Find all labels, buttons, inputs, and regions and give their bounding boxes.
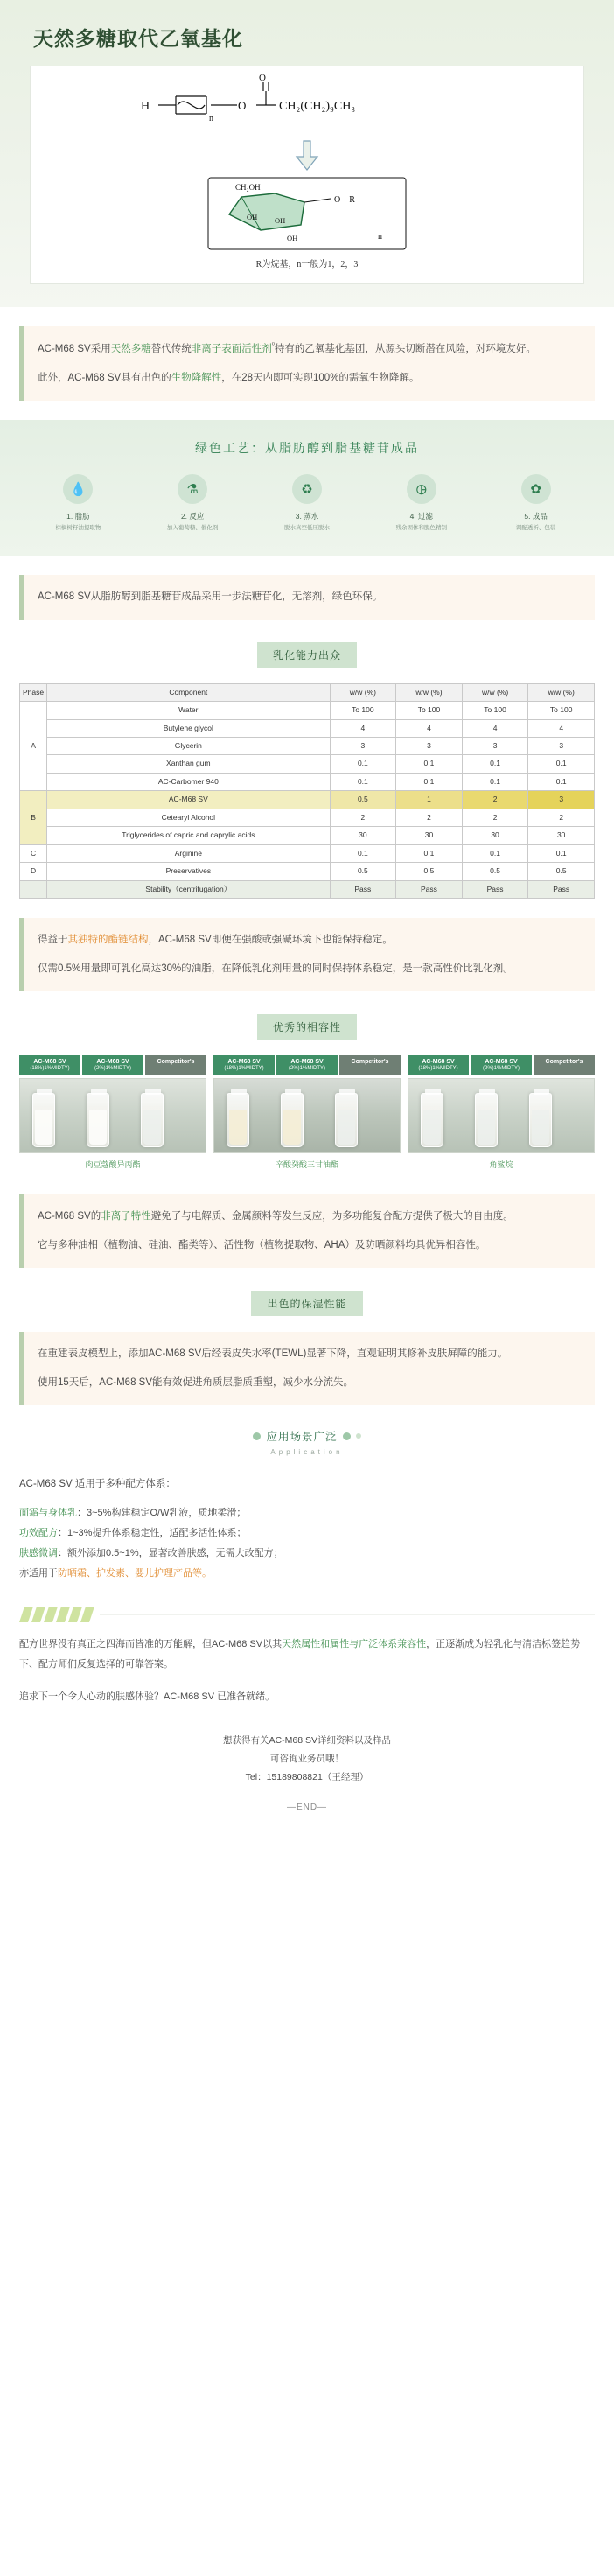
sample-photo	[408, 1078, 595, 1153]
footer-text	[0, 1624, 614, 1707]
application-heading	[0, 1428, 614, 1456]
sample-label: AC-M68 SV (2%)1%MIDTY)	[471, 1055, 532, 1075]
footer-paragraph-2: 追求下一个令人心动的肤感体验？AC-M68 SV 已准备就绪。	[19, 1691, 276, 1703]
application-subtitle: Application	[270, 1447, 344, 1456]
photo-caption: 辛酸癸酸三甘油酯	[275, 1160, 338, 1170]
droplet-icon: 💧	[63, 474, 93, 504]
contact-block	[0, 1719, 614, 1787]
process-step-desc: 加入葡萄糖、催化剂	[166, 524, 219, 531]
flask-icon: ⚗	[178, 474, 207, 504]
polysaccharide-structure	[39, 176, 575, 251]
ethoxylate-structure-svg	[123, 73, 491, 130]
process-step-desc: 调配透析、包装	[515, 524, 556, 531]
decorative-stripes	[0, 1584, 614, 1624]
process-step	[139, 474, 247, 533]
moisturizing-heading	[0, 1291, 614, 1316]
intro-p2-green: 生物降解性	[171, 372, 222, 383]
application-item: 肤感微调：额外添加0.5~1%，显著改善肤感，无需大改配方；	[19, 1547, 283, 1558]
table-row-highlight: B AC-M68 SV 0.5 1 2 3	[20, 791, 595, 808]
process-step	[482, 474, 590, 533]
th-phase: Phase	[20, 683, 47, 701]
application-item: 功效配方：1~3%提升体系稳定性，适配多活性体系；	[19, 1527, 247, 1538]
green-process-note-text: AC-M68 SV从脂肪醇到脂基糖苷成品采用一步法糖苷化，无溶剂，绿色环保。	[38, 591, 383, 602]
sample-label: AC-M68 SV (18%)1%MIDTY)	[19, 1055, 80, 1075]
sample-label: AC-M68 SV (18%)1%MIDTY)	[213, 1055, 275, 1075]
svg-text:n: n	[378, 232, 382, 242]
svg-text:OH: OH	[287, 234, 298, 242]
process-step-title: 3. 蒸水	[295, 511, 319, 521]
emulsion-note-1: 得益于其独特的酯链结构，AC-M68 SV即便在强酸或强碱环境下也能保持稳定。	[38, 934, 393, 946]
footer-paragraph-1: 配方世界没有真正之四海而皆准的万能解，但AC-M68 SV以其天然属性和属性与广泛体系兼容性，正逐渐成为轻乳化与清洁标签趋势下、配方师们反复选择的可靠答案。	[19, 1639, 581, 1670]
process-title: 绿色工艺：从脂肪醇到脂基糖苷成品	[195, 440, 419, 455]
emulsion-table-wrap	[0, 683, 614, 900]
application-item: 亦适用于防晒霜、护发素、婴儿护理产品等。	[19, 1568, 212, 1579]
th-ww-4: w/w (%)	[528, 683, 595, 701]
competitor-label: Competitor's	[339, 1055, 401, 1075]
hero-section	[0, 0, 614, 307]
green-process-section	[0, 420, 614, 556]
compatibility-note-1: AC-M68 SV的非离子特性避免了与电解质、金属颜料等发生反应，为多功能复合配方提供了极大的自由度。	[38, 1211, 513, 1222]
process-step	[24, 474, 132, 533]
competitor-label: Competitor's	[534, 1055, 595, 1075]
formula-figure	[30, 66, 584, 284]
formula-note: R为烷基，n一般为1，2，3	[255, 260, 359, 270]
process-step-desc: 脱水真空低压脱水	[283, 524, 330, 531]
process-step-title: 1. 脂肪	[66, 511, 90, 521]
moisturizing-note-2: 使用15天后，AC-M68 SV能有效促进角质层脂质重塑，减少水分流失。	[38, 1377, 354, 1389]
moisturizing-pill: 出色的保湿性能	[251, 1291, 362, 1316]
svg-text:O—R: O—R	[334, 195, 355, 205]
emulsion-note-2: 仅需0.5%用量即可乳化高达30%的油脂，在降低乳化剂用量的同时保持体系稳定，是一款高性价比乳化剂。	[38, 963, 513, 975]
process-steps	[17, 474, 597, 533]
table-row: A Water To 100 To 100 To 100 To 100	[20, 702, 595, 719]
svg-text:CH₂(CH₂)₉CH₃: CH₂(CH₂)₉CH₃	[279, 100, 356, 113]
svg-text:CH₂OH: CH₂OH	[235, 183, 261, 192]
svg-text:H: H	[141, 100, 150, 113]
photo-card	[408, 1055, 595, 1170]
intro-p2-a: 此外，AC-M68 SV具有出色的	[38, 372, 171, 383]
table-row: Butylene glycol 4 4 4 4	[20, 719, 595, 737]
emulsion-pill: 乳化能力出众	[257, 642, 357, 668]
product-icon: ✿	[521, 474, 551, 504]
compatibility-note-2: 它与多种油相（植物油、硅油、酯类等）、活性物（植物提取物、AHA）及防晒颜料均具优异相容性。	[38, 1240, 486, 1251]
table-row: Glycerin 3 3 3 3	[20, 737, 595, 754]
bullet-dot-icon	[343, 1432, 351, 1440]
process-step-title: 5. 成品	[524, 511, 548, 521]
sample-label: AC-M68 SV (2%)1%MIDTY)	[276, 1055, 338, 1075]
recycle-icon: ♻	[292, 474, 322, 504]
contact-line-1: 想获得有关AC-M68 SV详细资料以及样品	[223, 1735, 391, 1746]
sample-photo	[19, 1078, 206, 1153]
sample-label: AC-M68 SV (2%)1%MIDTY)	[82, 1055, 143, 1075]
intro-paragraph-1	[38, 339, 581, 360]
intro-p2-b: ，在28天内即可实现100%的需氧生物降解。	[221, 372, 420, 383]
intro-p1-b: 替代传统	[150, 343, 192, 354]
th-ww-2: w/w (%)	[396, 683, 463, 701]
intro-p1-a: AC-M68 SV采用	[38, 343, 111, 354]
compatibility-photos	[0, 1055, 614, 1170]
green-process-note	[19, 575, 595, 620]
table-row: D Preservatives 0.5 0.5 0.5 0.5	[20, 863, 595, 880]
bullet-dot-icon	[253, 1432, 261, 1440]
intro-p1-sup: ⁰	[271, 341, 275, 349]
table-row: AC-Carbomer 940 0.1 0.1 0.1 0.1	[20, 773, 595, 790]
emulsion-heading	[0, 642, 614, 668]
intro-p1-green1: 天然多糖	[110, 343, 151, 354]
th-component: Component	[47, 683, 330, 701]
moisturizing-note	[19, 1332, 595, 1405]
emulsion-table	[19, 683, 595, 900]
intro-p1-green2: 非离子表面活性剂	[191, 343, 272, 354]
compatibility-heading	[0, 1014, 614, 1040]
compatibility-note	[19, 1194, 595, 1268]
process-step	[254, 474, 361, 533]
application-lead: AC-M68 SV 适用于多种配方体系：	[19, 1478, 176, 1489]
competitor-label: Competitor's	[145, 1055, 206, 1075]
sample-label: AC-M68 SV (18%)1%MIDTY)	[408, 1055, 469, 1075]
process-step-desc: 棕榈树籽油提取物	[55, 524, 101, 531]
filter-icon: 🜖	[407, 474, 436, 504]
intro-paragraph-2	[38, 368, 581, 388]
table-header-row	[20, 683, 595, 701]
contact-line-2: 可咨询业务员哦！	[270, 1754, 344, 1765]
arrow-down-icon	[39, 141, 575, 171]
emulsion-note	[19, 918, 595, 991]
photo-card	[19, 1055, 206, 1170]
application-body	[0, 1460, 614, 1585]
intro-p1-c: 特有的乙氧基化基团，从源头切断潜在风险，对环境友好。	[274, 343, 536, 354]
sample-photo	[213, 1078, 401, 1153]
end-marker: —END—	[286, 1802, 328, 1813]
th-ww-1: w/w (%)	[330, 683, 396, 701]
svg-text:O: O	[259, 73, 266, 83]
table-row-stability: Stability（centrifugation） Pass Pass Pass Pass	[20, 880, 595, 898]
intro-note	[19, 326, 595, 401]
th-ww-3: w/w (%)	[462, 683, 528, 701]
table-row: C Arginine 0.1 0.1 0.1 0.1	[20, 844, 595, 862]
photo-caption: 肉豆蔻酸异丙酯	[85, 1160, 141, 1170]
page-title: 天然多糖取代乙氧基化	[33, 27, 243, 50]
contact-phone[interactable]: Tel：15189808821（王经理）	[245, 1772, 369, 1783]
process-step-desc: 残余固体和脱色精制	[395, 524, 448, 531]
application-item: 面霜与身体乳：3~5%构建稳定O/W乳液，质地柔滑；	[19, 1507, 247, 1518]
process-step-title: 4. 过滤	[409, 511, 434, 521]
svg-text:O: O	[238, 99, 247, 112]
svg-text:n: n	[209, 114, 213, 123]
photo-card	[213, 1055, 401, 1170]
process-step	[367, 474, 475, 533]
compatibility-pill: 优秀的相容性	[257, 1014, 357, 1040]
table-row: Cetearyl Alcohol 2 2 2 2	[20, 808, 595, 826]
svg-text:OH: OH	[275, 216, 286, 225]
application-title: 应用场景广泛	[266, 1431, 338, 1444]
table-row: Xanthan gum 0.1 0.1 0.1 0.1	[20, 755, 595, 773]
svg-text:OH: OH	[247, 213, 258, 221]
moisturizing-note-1: 在重建表皮模型上，添加AC-M68 SV后经表皮失水率(TEWL)显著下降，直观证明其修补皮肤屏障的能力。	[38, 1348, 508, 1360]
table-row: Triglycerides of capric and caprylic acids 30 30 30 30	[20, 827, 595, 844]
photo-caption: 角鲨烷	[489, 1160, 513, 1170]
bullet-dot-small-icon	[356, 1433, 361, 1438]
process-step-title: 2. 反应	[180, 511, 205, 521]
